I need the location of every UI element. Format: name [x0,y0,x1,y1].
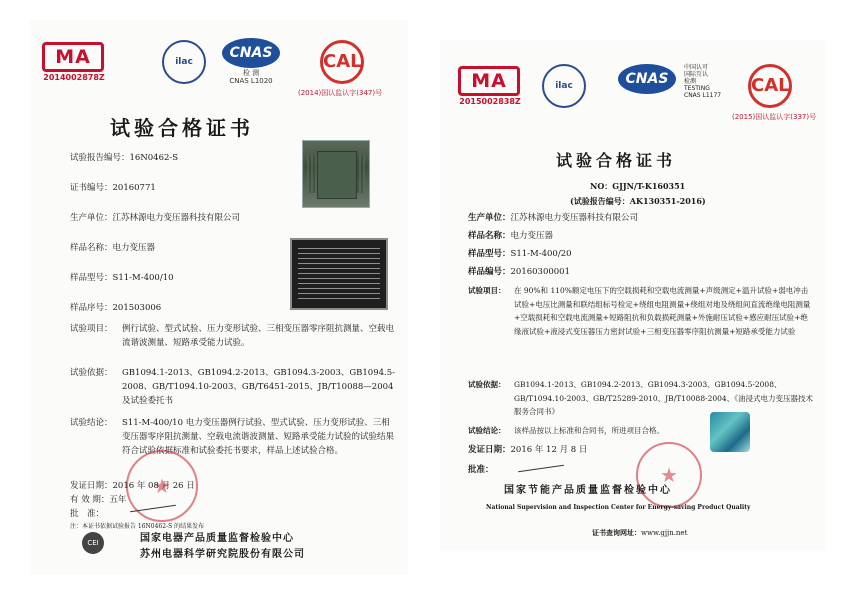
hologram-label-icon [710,412,750,452]
field-manufacturer: 生产单位：江苏林源电力变压器科技有限公司 [468,213,639,223]
test-items: 试验项目： 例行试验、型式试验、压力变形试验、三相变压器零序阻抗测量、空载电流谐波测量、短路承受能力试验。 [70,324,395,348]
cal-caption: (2015)国认监认字(337)号 [732,113,817,121]
field-certificate-number: 证书编号：20160771 [70,183,156,193]
test-conclusion: 试验结论： S11-M-400/10 电力变压器例行试验、型式试验、压力变形试验、三相变压器零序阻抗测量、空载电流谐波测量、短路承受能力试验的试验结果符合试验依据标准和试验委托书要求，样品上述试验合格。 [70,418,395,456]
validity: 有 效 期：五年 [70,495,127,505]
report-number: (试验报告编号：AK130351-2016) [570,196,706,206]
cal-logo-icon: CAL [748,64,792,108]
approver: 批 准： [70,509,105,519]
issuing-org-name: 国家节能产品质量监督检验中心 [504,485,672,496]
issue-date: 发证日期：2016 年 12 月 8 日 [468,445,588,455]
cma-logo-icon: MA 2014002878Z [42,42,104,82]
issuing-org-english: National Supervision and Inspection Center for Energy-saving Product Quality [486,504,751,511]
ma-number: 2014002878Z [43,73,105,82]
issuing-org-name: 国家电器产品质量监督检验中心 [140,533,294,544]
transformer-photo [302,140,370,208]
official-seal-icon [636,442,702,508]
test-items: 试验项目： 在 90%和 110%额定电压下的空载损耗和空载电流测量+声级测定+温升试验+弱电冲击试验+电压比测量和联结组标号检定+绕组电阻测量+绕组对地及绕组间直流绝缘电阻测量+空载损耗和空载电流测量+短路阻抗和负载损耗测量+外施耐压试验+感应耐压试验+绝缘液试验+液浸式变压器压力密封试验+三相变压器零序阻抗测量+短路承受能力试验 [468,286,811,336]
cnas-caption: 检 测 CNAS L1020 [229,69,273,85]
org-emblem-icon: CEI [82,532,104,554]
footnote: 注：本证书依据试验报告 16N0462-S 的结果发布 [70,523,205,530]
field-sample-name: 样品名称：电力变压器 [70,243,156,253]
cal-logo-icon: CAL [320,40,364,84]
field-sample-serial: 样品序号：201503006 [70,303,162,313]
cnas-logo-icon: CNAS 检 测 CNAS L1020 [222,38,280,86]
issue-date: 发证日期：2016 年 08 月 26 日 [70,481,195,491]
field-sample-model: 样品型号：S11-M-400/10 [70,273,174,283]
field-sample-serial: 样品编号：20160300001 [468,267,571,277]
certificate-title: 试验合格证书 [110,116,254,140]
certificate-number: NO：GJJN/T-K160351 [590,181,686,191]
cal-caption: (2014)国认监认字(347)号 [298,89,383,97]
cnas-logo-icon: CNAS [618,64,676,112]
nameplate-photo [290,238,388,310]
test-basis: 试验依据： GB1094.1-2013、GB1094.2-2013、GB1094.3-2003、GB1094.5-2008、GB/T1094.10-2003、GB/T6451-2015、JB/T10088—2004 及试验委托书 [70,368,395,406]
field-manufacturer: 生产单位：江苏林源电力变压器科技有限公司 [70,213,241,223]
certificate-left [30,20,408,575]
field-sample-name: 样品名称：电力变压器 [468,231,554,241]
issuing-org-sub: 苏州电器科学研究院股份有限公司 [140,549,305,560]
cma-logo-icon: MA 2015002838Z [458,66,520,106]
ilac-mra-logo-icon: ilac [162,40,206,84]
query-site: 证书查询网址：www.gjjn.net [592,528,688,537]
test-basis: 试验依据： GB1094.1-2013、GB1094.2-2013、GB1094.3-2003、GB1094.5-2008、GB/T1094.10-2003、GB/T25289-2010、JB/T10088-2004、《油浸式电力变压器技术服务合同书》 [468,380,813,416]
ilac-mra-logo-icon: ilac [542,64,586,108]
signature [518,465,564,472]
ma-number: 2015002838Z [459,97,521,106]
certificate-right [440,40,825,550]
field-report-number: 试验报告编号：16N0462-S [70,153,179,163]
field-sample-model: 样品型号：S11-M-400/20 [468,249,572,259]
certificate-title: 试验合格证书 [556,151,677,170]
cnas-caption: 中国认可 国际互认 检测 TESTING CNAS L1177 [684,64,722,99]
test-conclusion: 试验结论： 该样品按以上标准和合同书，所进项目合格。 [468,426,664,435]
approver: 批准： [468,465,494,475]
